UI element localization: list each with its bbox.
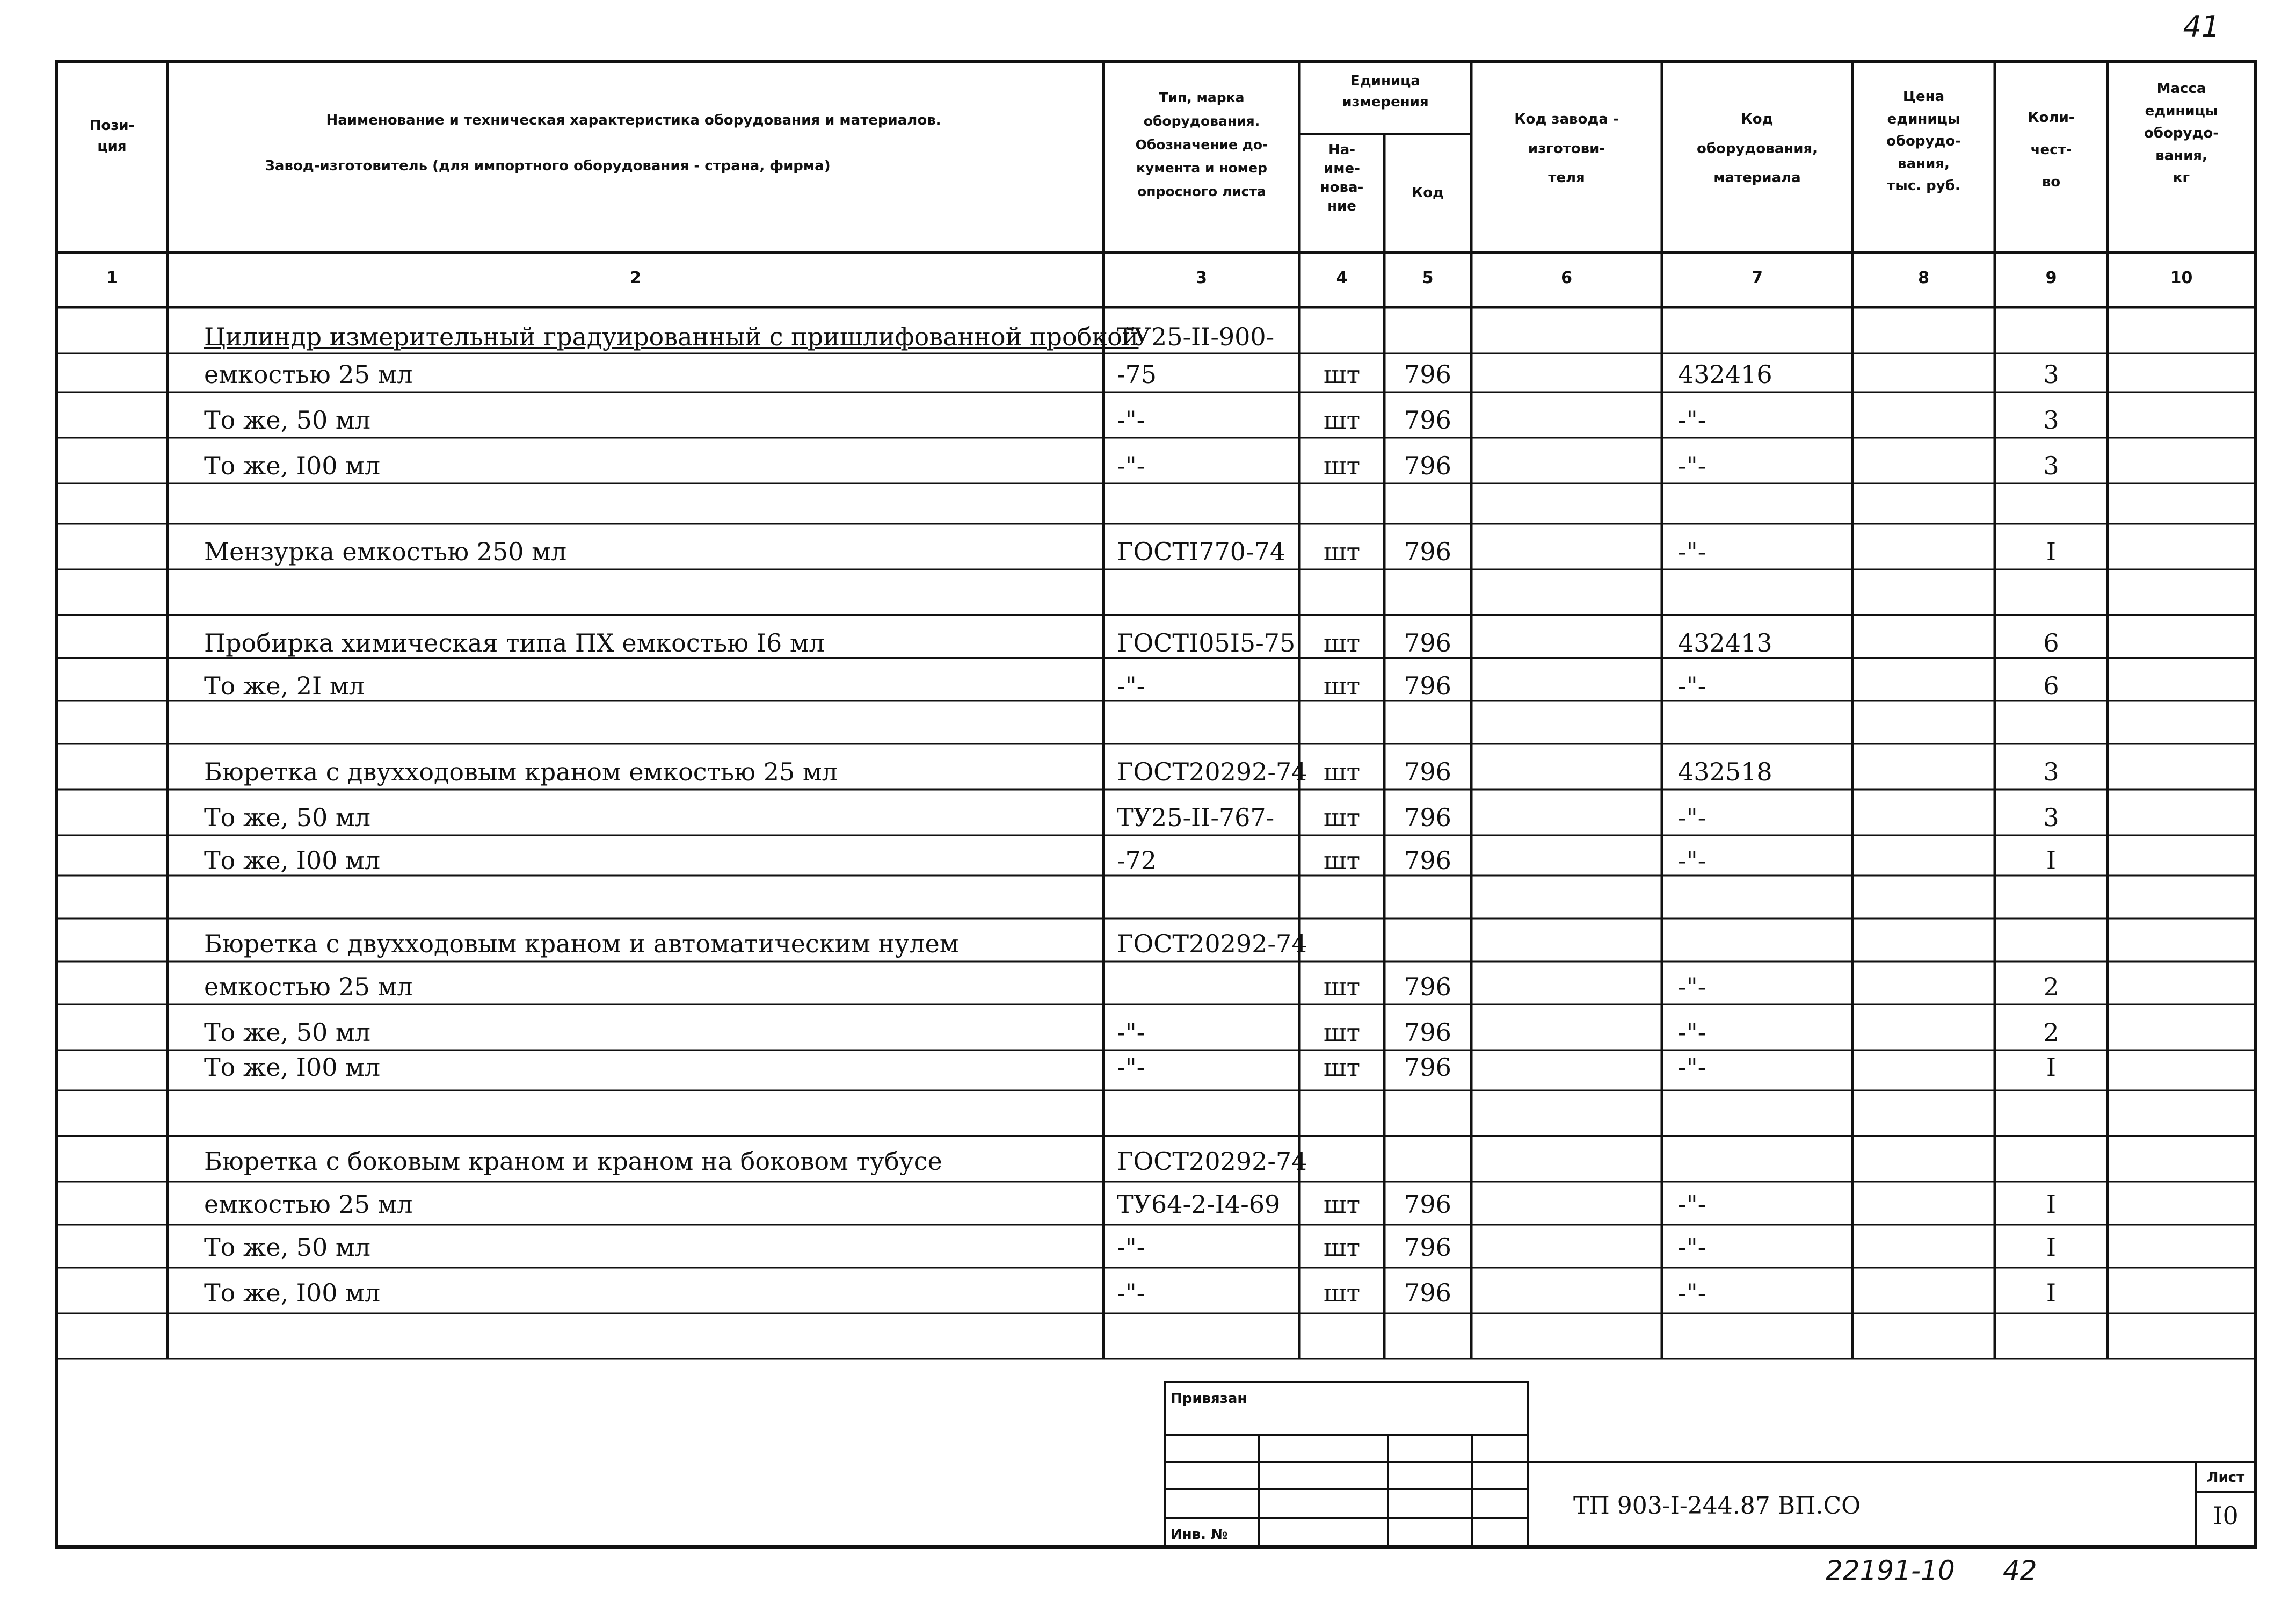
row-18-unit: шт [1323, 1053, 1361, 1082]
row-2-code: 796 [1404, 360, 1451, 389]
row-21-mat: -"- [1678, 1190, 1706, 1219]
row-6-qty: I [2046, 537, 2057, 566]
row-23-mat: -"- [1678, 1278, 1706, 1307]
row-3-unit: шт [1323, 406, 1361, 435]
row-11-unit: шт [1323, 757, 1361, 786]
stamp-privyazan-label: Привязан [1171, 1391, 1247, 1407]
row-2-unit: шт [1323, 360, 1361, 389]
column-number-10: 10 [2170, 269, 2193, 287]
header-quantity: Коли- чест- во [2028, 110, 2075, 190]
header-mass: Масса единицы оборудо- вания, кг [2144, 81, 2219, 186]
row-17-mat: -"- [1678, 1018, 1706, 1047]
row-4-unit: шт [1323, 451, 1361, 480]
row-12-name: То же, 50 мл [204, 803, 370, 832]
row-13-doc: -72 [1117, 846, 1157, 875]
row-6-code: 796 [1404, 537, 1451, 566]
stamp-sheet-number: I0 [2213, 1501, 2239, 1530]
row-21-doc: ТУ64-2-I4-69 [1117, 1190, 1281, 1219]
column-number-2: 2 [630, 269, 641, 287]
column-number-5: 5 [1422, 269, 1434, 287]
row-11-name: Бюретка с двухходовым краном емкостью 25 мл [204, 757, 838, 786]
column-number-3: 3 [1196, 269, 1207, 287]
row-22-unit: шт [1323, 1233, 1361, 1262]
row-13-qty: I [2046, 846, 2057, 875]
row-9-doc: -"- [1117, 671, 1145, 700]
row-18-mat: -"- [1678, 1053, 1706, 1082]
row-23-name: То же, I00 мл [204, 1278, 381, 1307]
row-17-doc: -"- [1117, 1018, 1145, 1047]
row-11-code: 796 [1404, 757, 1451, 786]
row-22-qty: I [2046, 1233, 2057, 1262]
column-number-7: 7 [1752, 269, 1763, 287]
header-unit-code: Код [1411, 185, 1444, 201]
row-9-unit: шт [1323, 671, 1361, 700]
row-15-doc: ГОСТ20292-74 [1117, 929, 1307, 958]
row-3-name: То же, 50 мл [204, 406, 370, 435]
row-11-mat: 432518 [1678, 757, 1772, 786]
row-8-qty: 6 [2043, 628, 2059, 657]
row-13-code: 796 [1404, 846, 1451, 875]
row-3-code: 796 [1404, 406, 1451, 435]
row-2-name: емкостью 25 мл [204, 360, 413, 389]
row-2-qty: 3 [2043, 360, 2059, 389]
row-6-mat: -"- [1678, 537, 1706, 566]
row-21-qty: I [2046, 1190, 2057, 1219]
header-price: Цена единицы оборудо- вания, тыс. руб. [1886, 89, 1961, 194]
row-4-qty: 3 [2043, 451, 2059, 480]
row-16-unit: шт [1323, 972, 1361, 1001]
row-22-doc: -"- [1117, 1233, 1145, 1262]
row-13-mat: -"- [1678, 846, 1706, 875]
row-11-doc: ГОСТ20292-74 [1117, 757, 1307, 786]
row-23-qty: I [2046, 1278, 2057, 1307]
row-9-qty: 6 [2043, 671, 2059, 700]
row-3-doc: -"- [1117, 406, 1145, 435]
row-4-doc: -"- [1117, 451, 1145, 480]
header-type-doc: Тип, марка оборудования. Обозначение до- кумента и номер опросного листа [1135, 90, 1268, 199]
row-1-name: Цилиндр измерительный градуированный с пришлифованной пробкой [204, 322, 1139, 351]
column-number-4: 4 [1336, 269, 1348, 287]
header-name-line2: Завод-изготовитель (для импортного оборудования - страна, фирма) [265, 158, 831, 174]
bottom-right-number: 42 [2003, 1555, 2037, 1586]
row-6-name: Мензурка емкостью 250 мл [204, 537, 567, 566]
row-8-unit: шт [1323, 628, 1361, 657]
row-4-mat: -"- [1678, 451, 1706, 480]
row-22-mat: -"- [1678, 1233, 1706, 1262]
row-22-name: То же, 50 мл [204, 1233, 370, 1262]
row-18-name: То же, I00 мл [204, 1053, 381, 1082]
column-number-9: 9 [2045, 269, 2057, 287]
row-12-code: 796 [1404, 803, 1451, 832]
row-13-name: То же, I00 мл [204, 846, 381, 875]
row-8-mat: 432413 [1678, 628, 1772, 657]
stamp-document-code: ТП 903-I-244.87 ВП.СО [1573, 1492, 1861, 1520]
row-12-unit: шт [1323, 803, 1361, 832]
row-2-mat: 432416 [1678, 360, 1772, 389]
row-18-code: 796 [1404, 1053, 1451, 1082]
row-18-qty: I [2046, 1053, 2057, 1082]
row-17-unit: шт [1323, 1018, 1361, 1047]
row-9-name: То же, 2I мл [204, 671, 365, 700]
row-11-qty: 3 [2043, 757, 2059, 786]
row-15-name: Бюретка с двухходовым краном и автоматическим нулем [204, 929, 959, 958]
row-3-qty: 3 [2043, 406, 2059, 435]
header-position: Пози- ция [89, 118, 135, 155]
bottom-handwritten-code: 22191-10 [1826, 1555, 1955, 1586]
row-6-unit: шт [1323, 537, 1361, 566]
row-3-mat: -"- [1678, 406, 1706, 435]
row-8-code: 796 [1404, 628, 1451, 657]
row-16-name: емкостью 25 мл [204, 972, 413, 1001]
row-1-doc: ТУ25-II-900- [1117, 322, 1275, 351]
row-16-qty: 2 [2043, 972, 2059, 1001]
row-9-mat: -"- [1678, 671, 1706, 700]
column-number-6: 6 [1561, 269, 1572, 287]
row-2-doc: -75 [1117, 360, 1157, 389]
row-20-name: Бюретка с боковым краном и краном на боковом тубусе [204, 1147, 942, 1176]
row-12-doc: ТУ25-II-767- [1117, 803, 1275, 832]
row-4-code: 796 [1404, 451, 1451, 480]
header-name-line1: Наименование и техническая характеристика оборудования и материалов. [326, 112, 941, 128]
header-plant-code: Код завода - изготови- теля [1514, 111, 1619, 186]
row-17-qty: 2 [2043, 1018, 2059, 1047]
row-16-mat: -"- [1678, 972, 1706, 1001]
sheet-mark-top: 41 [2183, 10, 2220, 44]
row-17-name: То же, 50 мл [204, 1018, 370, 1047]
row-16-code: 796 [1404, 972, 1451, 1001]
header-material-code: Код оборудования, материала [1696, 111, 1818, 186]
column-number-1: 1 [106, 269, 118, 287]
row-21-unit: шт [1323, 1190, 1361, 1219]
header-unit-name: На- име- нова- ние [1320, 142, 1364, 215]
row-8-doc: ГОСТI05I5-75 [1117, 628, 1296, 657]
row-8-name: Пробирка химическая типа ПХ емкостью I6 мл [204, 628, 825, 657]
row-13-unit: шт [1323, 846, 1361, 875]
row-21-name: емкостью 25 мл [204, 1190, 413, 1219]
row-4-name: То же, I00 мл [204, 451, 381, 480]
row-22-code: 796 [1404, 1233, 1451, 1262]
row-23-unit: шт [1323, 1278, 1361, 1307]
row-23-code: 796 [1404, 1278, 1451, 1307]
row-12-qty: 3 [2043, 803, 2059, 832]
column-number-8: 8 [1918, 269, 1929, 287]
stamp-sheet-label: Лист [2206, 1470, 2245, 1486]
row-21-code: 796 [1404, 1190, 1451, 1219]
header-unit-group: Единица измерения [1342, 73, 1429, 110]
row-9-code: 796 [1404, 671, 1451, 700]
row-17-code: 796 [1404, 1018, 1451, 1047]
row-6-doc: ГОСТI770-74 [1117, 537, 1286, 566]
row-20-doc: ГОСТ20292-74 [1117, 1147, 1307, 1176]
row-23-doc: -"- [1117, 1278, 1145, 1307]
row-18-doc: -"- [1117, 1053, 1145, 1082]
stamp-inventory-number-label: Инв. № [1171, 1526, 1228, 1543]
row-12-mat: -"- [1678, 803, 1706, 832]
